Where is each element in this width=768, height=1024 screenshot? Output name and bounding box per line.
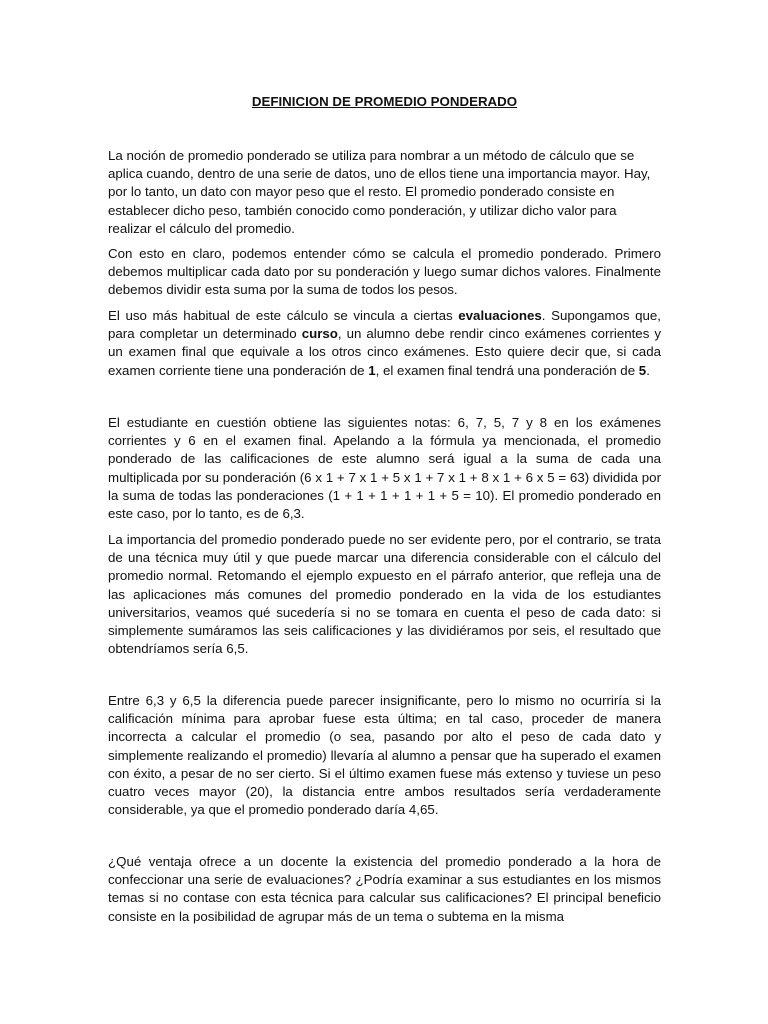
paragraph-advantage: ¿Qué ventaja ofrece a un docente la existencia del promedio ponderado a la hora de confeccionar una serie de evaluaciones? ¿Podría examinar a sus estudiantes en los mismos temas si no contase con esta técnica para calcular sus calificaciones? El principal beneficio consiste en la posibilidad de agrupar más de un tema o subtema en la misma bbox=[108, 854, 661, 924]
text-run: El uso más habitual de este cálculo se vincula a ciertas bbox=[108, 308, 459, 323]
paragraph-calculation: Con esto en claro, podemos entender cómo se calcula el promedio ponderado. Primero debemos multiplicar cada dato por su ponderación y luego sumar dichos valores. Finalmente debemos dividir esta suma por la suma de todos los pesos. bbox=[108, 246, 661, 298]
paragraph-difference: Entre 6,3 y 6,5 la diferencia puede parecer insignificante, pero lo mismo no ocurriría si la calificación mínima para aprobar fuese esta última; en tal caso, proceder de manera incorrecta a calcular el promedio (o sea, pasando por alto el peso de cada dato y simplemente realizando el promedio) llevaría al alumno a pensar que ha superado el examen con éxito, a pesar de no ser cierto. Si el último examen fuese más extenso y tuviese un peso cuatro veces mayor (20), la distancia entre ambos resultados sería verdaderamente considerable, ya que el promedio ponderado daría 4,65. bbox=[108, 693, 661, 818]
document-title: DEFINICION DE PROMEDIO PONDERADO bbox=[251, 94, 518, 109]
paragraph-evaluations bbox=[108, 307, 661, 380]
bold-number-1: 1 bbox=[368, 362, 376, 378]
paragraph-importance: La importancia del promedio ponderado puede no ser evidente pero, por el contrario, se trata de una técnica muy útil y que puede marcar una diferencia considerable con el cálculo del promedio normal. Retomando el ejemplo expuesto en el párrafo anterior, que refleja una de las aplicaciones más comunes del promedio ponderado en la vida de los estudiantes universitarios, veamos qué sucedería si no se tomara en cuenta el peso de cada dato: si simplemente sumáramos las seis calificaciones y las dividiéramos por seis, el resultado que obtendríamos sería 6,5. bbox=[108, 532, 661, 657]
bold-number-5: 5 bbox=[638, 362, 647, 378]
paragraph-example-grades: El estudiante en cuestión obtiene las siguientes notas: 6, 7, 5, 7 y 8 en los exámenes corrientes y 6 en el examen final. Apelando a la fórmula ya mencionada, el promedio ponderado de las calificaciones de este alumno será igual a la suma de cada una multiplicada por su ponderación (6 x 1 + 7 x 1 + 5 x 1 + 7 x 1 + 8 x 1 + 6 x 5 = 63) dividida por la suma de todas las ponderaciones (1 + 1 + 1 + 1 + 1 + 5 = 10). El promedio ponderado en este caso, por lo tanto, es de 6,3. bbox=[108, 415, 661, 522]
text-run: . Supongamos que, para completar un determinado bbox=[108, 308, 662, 342]
text-run: . bbox=[646, 362, 650, 378]
text-run: , el examen final tendrá una ponderación de bbox=[375, 362, 639, 378]
bold-term-curso: curso bbox=[301, 326, 338, 342]
text-run: , un alumno debe rendir cinco exámenes corrientes y un examen final que equivale a los otros cinco exámenes. Esto quiere decir que, si cada examen corriente tiene una ponderación de bbox=[108, 326, 661, 378]
bold-term-evaluaciones: evaluaciones bbox=[458, 308, 542, 323]
document-page bbox=[108, 0, 661, 1024]
paragraph-definition: La noción de promedio ponderado se utiliza para nombrar a un método de cálculo que se aplica cuando, dentro de una serie de datos, uno de ellos tiene una importancia mayor. Hay, por lo tanto, un dato con mayor peso que el resto. El promedio ponderado consiste en establecer dicho peso, también conocido como ponderación, y utilizar dicho valor para realizar el cálculo del promedio. bbox=[108, 148, 651, 236]
